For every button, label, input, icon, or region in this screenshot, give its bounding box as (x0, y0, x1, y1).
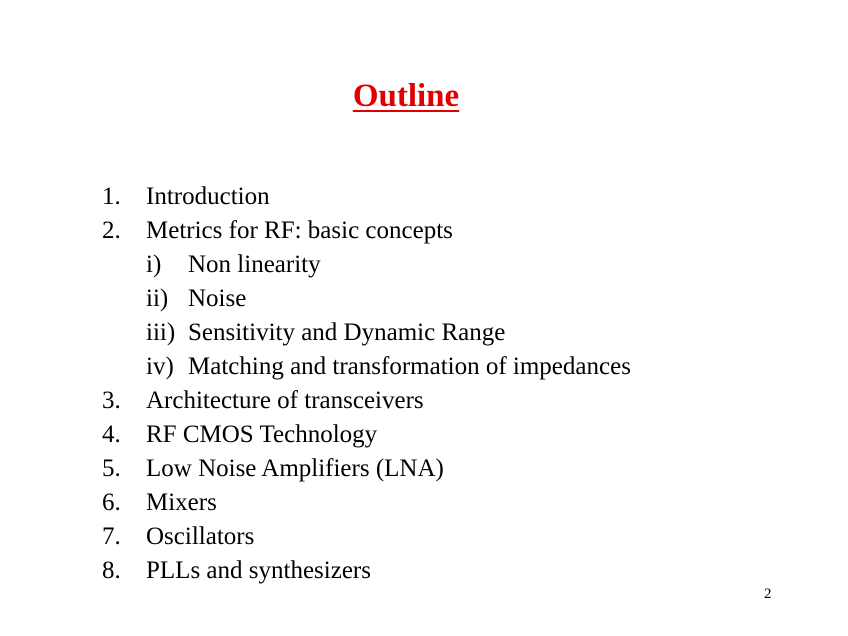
item-label: Introduction (146, 183, 270, 210)
sub-item-ii (102, 282, 631, 316)
item-number: 8. (102, 557, 121, 584)
outline-item-8 (102, 554, 631, 588)
item-label: RF CMOS Technology (146, 421, 378, 448)
sub-item-number: ii) (146, 285, 169, 312)
sub-item-number: iv) (146, 353, 174, 380)
outline-item-5 (102, 452, 631, 486)
item-number: 4. (102, 421, 121, 448)
sub-item-iii (102, 316, 631, 350)
outline-item-4 (102, 418, 631, 452)
slide-title: Outline (352, 78, 460, 114)
item-label: PLLs and synthesizers (146, 557, 371, 584)
item-label: Low Noise Amplifiers (LNA) (146, 455, 444, 482)
item-label: Mixers (146, 489, 217, 516)
outline-item-2-heading (102, 214, 631, 248)
item-label: Metrics for RF: basic concepts (146, 217, 453, 244)
outline-item-6 (102, 486, 631, 520)
item-number: 5. (102, 455, 121, 482)
item-number: 3. (102, 387, 121, 414)
sub-item-label: Matching and transformation of impedances (188, 353, 631, 380)
outline-list (102, 180, 631, 588)
sub-item-label: Noise (188, 285, 247, 312)
sub-item-iv (102, 350, 631, 384)
item-number: 2. (102, 217, 121, 244)
outline-item-3 (102, 384, 631, 418)
sub-item-label: Non linearity (188, 251, 321, 278)
item-number: 1. (102, 183, 121, 210)
item-number: 7. (102, 523, 121, 550)
outline-item-7 (102, 520, 631, 554)
outline-item-2 (102, 214, 631, 384)
sub-item-label: Sensitivity and Dynamic Range (188, 319, 506, 346)
item-label: Oscillators (146, 523, 255, 550)
sub-item-i (102, 248, 631, 282)
item-label: Architecture of transceivers (146, 387, 424, 414)
item-number: 6. (102, 489, 121, 516)
sub-item-number: iii) (146, 319, 176, 346)
sub-item-number: i) (146, 251, 162, 278)
outline-item-1 (102, 180, 631, 214)
page-number: 2 (764, 586, 772, 602)
